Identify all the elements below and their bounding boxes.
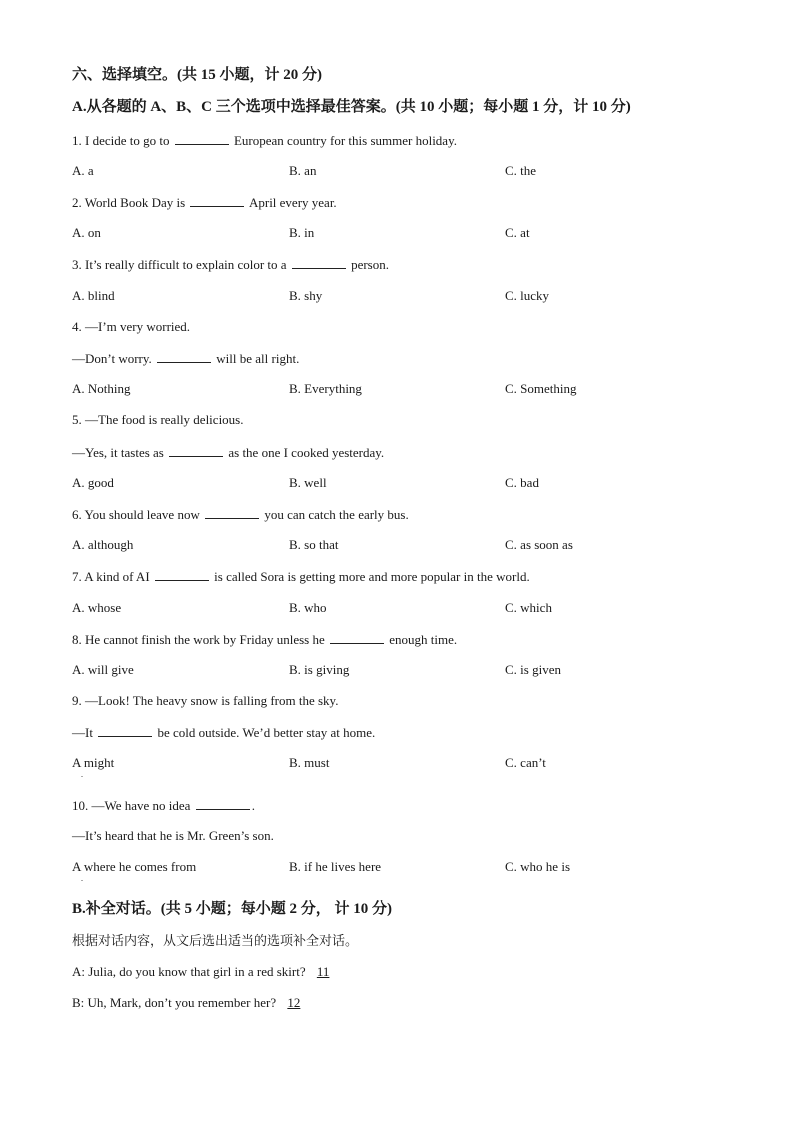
question-6-option-c: C. as soon as (505, 537, 573, 552)
question-1-option-c: C. the (505, 163, 537, 178)
question-4-option-c: C. Something (505, 381, 577, 396)
answer-blank (190, 194, 244, 207)
question-3-option-a: A. blind (72, 288, 115, 303)
answer-blank (155, 568, 209, 581)
question-9-stem-line-2: —It be cold outside. We’d better stay at home. (72, 725, 376, 740)
question-9-option-b: B. must (289, 755, 330, 770)
option-dot-mark: . (81, 874, 83, 883)
question-2-option-b: B. in (289, 225, 315, 240)
question-7-stem: 7. A kind of AI is called Sora is getting more and more popular in the world. (72, 569, 530, 584)
question-8-stem: 8. He cannot finish the work by Friday unless he enough time. (72, 632, 458, 647)
question-10-option-b: B. if he lives here (289, 859, 382, 874)
question-9-option-c: C. can’t (505, 755, 546, 770)
question-2-stem: 2. World Book Day is April every year. (72, 195, 337, 210)
question-10-option-c: C. who he is (505, 859, 570, 874)
part-a-title: A.从各题的 A、B、C 三个选项中选择最佳答案。(共 10 小题；每小题 1 分，计 10 分) (72, 99, 631, 115)
question-3-option-c: C. lucky (505, 288, 550, 303)
question-4-stem-line-2: —Don’t worry. will be all right. (72, 351, 300, 366)
option-dot-mark: . (81, 770, 83, 779)
dialogue-line-2: B: Uh, Mark, don’t you remember her? 12 (72, 995, 308, 1011)
part-b-title: B.补全对话。(共 5 小题；每小题 2 分， 计 10 分) (72, 901, 392, 917)
section-title: 六、选择填空。(共 15 小题，计 20 分) (72, 67, 322, 83)
answer-blank (175, 132, 229, 145)
answer-blank (292, 256, 346, 269)
question-9-option-a: A might (72, 755, 115, 770)
question-3-option-b: B. shy (289, 288, 323, 303)
answer-blank (98, 724, 152, 737)
question-5-option-c: C. bad (505, 475, 539, 490)
question-8-option-a: A. will give (72, 662, 134, 677)
part-b-instruction: 根据对话内容，从文后选出适当的选项补全对话。 (72, 933, 359, 948)
question-6-option-a: A. although (72, 537, 134, 552)
question-10-stem: 10. —We have no idea . (72, 798, 255, 813)
answer-blank (205, 506, 259, 519)
question-5-option-b: B. well (289, 475, 327, 490)
question-1-option-b: B. an (289, 163, 317, 178)
question-5-stem-line-2: —Yes, it tastes as as the one I cooked yesterday. (72, 445, 385, 460)
numbered-blank: 12 (287, 995, 301, 1010)
question-4-stem: 4. —I’m very worried. (72, 319, 191, 334)
question-10-option-a: A where he comes from (72, 859, 197, 874)
question-5-stem: 5. —The food is really delicious. (72, 412, 244, 427)
question-5-option-a: A. good (72, 475, 114, 490)
question-7-option-b: B. who (289, 600, 327, 615)
question-10-stem-line-2: —It’s heard that he is Mr. Green’s son. (72, 828, 274, 843)
question-2-option-a: A. on (72, 225, 101, 240)
numbered-blank: 11 (316, 964, 330, 979)
question-9-stem: 9. —Look! The heavy snow is falling from the sky. (72, 693, 339, 708)
dialogue-line-1: A: Julia, do you know that girl in a red skirt? 11 (72, 964, 337, 980)
question-1-option-a: A. a (72, 163, 94, 178)
answer-blank (196, 797, 250, 810)
question-2-option-c: C. at (505, 225, 530, 240)
question-6-stem: 6. You should leave now you can catch the early bus. (72, 507, 409, 522)
question-1-stem: 1. I decide to go to European country for this summer holiday. (72, 133, 457, 148)
question-3-stem: 3. It’s really difficult to explain color to a person. (72, 257, 389, 272)
question-8-option-b: B. is giving (289, 662, 350, 677)
question-6-option-b: B. so that (289, 537, 339, 552)
answer-blank (169, 444, 223, 457)
answer-blank (157, 350, 211, 363)
question-4-option-b: B. Everything (289, 381, 362, 396)
answer-blank (330, 631, 384, 644)
question-4-option-a: A. Nothing (72, 381, 131, 396)
question-8-option-c: C. is given (505, 662, 561, 677)
question-7-option-a: A. whose (72, 600, 122, 615)
question-7-option-c: C. which (505, 600, 552, 615)
